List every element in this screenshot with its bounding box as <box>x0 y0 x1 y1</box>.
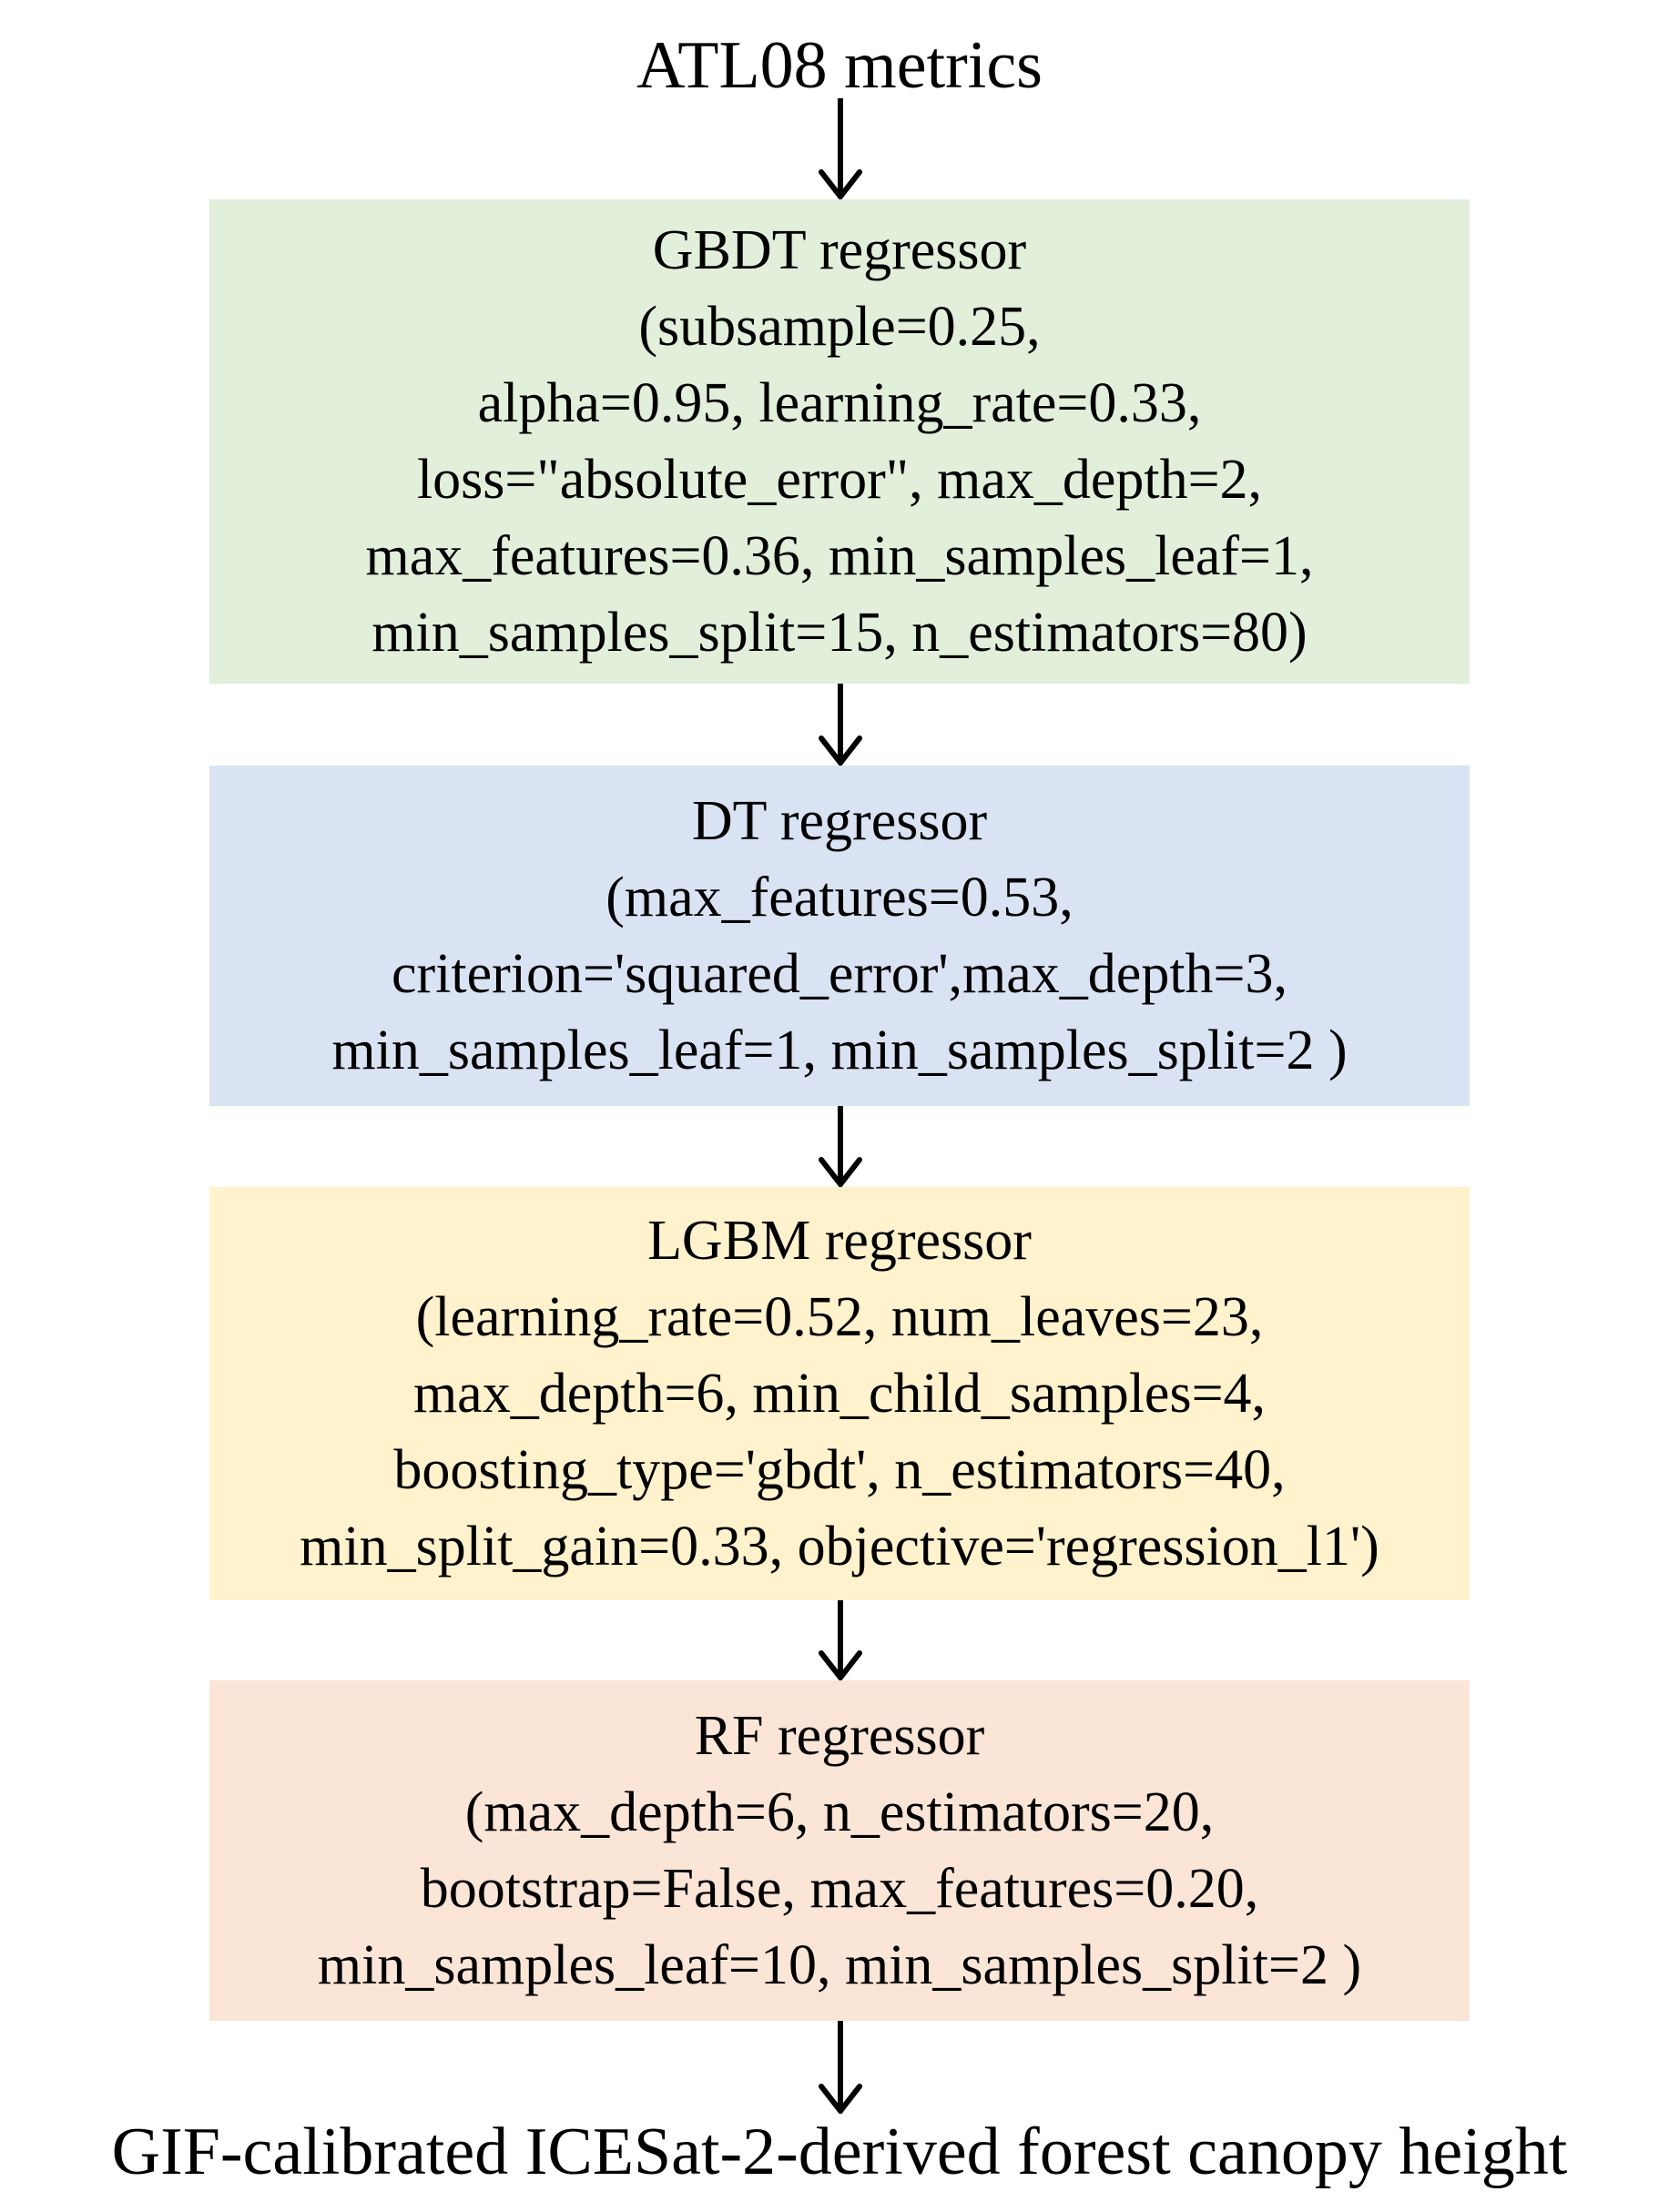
param-line: alpha=0.95, learning_rate=0.33, <box>477 372 1202 434</box>
box-title: DT regressor <box>691 790 988 852</box>
param-line: boosting_type='gbdt', n_estimators=40, <box>393 1439 1286 1501</box>
param-line: min_samples_leaf=1, min_samples_split=2 ) <box>331 1020 1348 1081</box>
param-line: bootstrap=False, max_features=0.20, <box>420 1858 1259 1920</box>
param-line: (max_depth=6, n_estimators=20, <box>464 1781 1215 1843</box>
output-label: GIF-calibrated ICESat-2-derived forest canopy height <box>111 2115 1568 2189</box>
gbdt-regressor-box <box>209 199 1470 684</box>
param-line: (learning_rate=0.52, num_leaves=23, <box>415 1286 1264 1348</box>
arrow-down-icon <box>818 98 863 199</box>
param-line: (subsample=0.25, <box>638 296 1041 358</box>
param-line: min_split_gain=0.33, objective='regression_l1') <box>300 1516 1379 1578</box>
box-title: LGBM regressor <box>647 1210 1032 1272</box>
box-title: GBDT regressor <box>652 219 1027 281</box>
param-line: loss="absolute_error", max_depth=2, <box>416 449 1263 511</box>
dt-regressor-box <box>209 766 1470 1106</box>
param-line: criterion='squared_error',max_depth=3, <box>391 943 1288 1005</box>
arrow-down-icon <box>818 1106 863 1187</box>
arrow-down-icon <box>818 2021 863 2114</box>
param-line: min_samples_split=15, n_estimators=80) <box>371 602 1308 664</box>
arrow-down-icon <box>818 1600 863 1680</box>
param-line: (max_features=0.53, <box>605 867 1074 928</box>
param-line: max_depth=6, min_child_samples=4, <box>412 1363 1267 1425</box>
arrow-down-icon <box>818 684 863 766</box>
box-title: RF regressor <box>694 1705 985 1767</box>
rf-regressor-box <box>209 1680 1470 2021</box>
param-line: min_samples_leaf=10, min_samples_split=2 ) <box>317 1934 1362 1996</box>
input-label: ATL08 metrics <box>636 28 1043 103</box>
param-line: max_features=0.36, min_samples_leaf=1, <box>365 525 1314 587</box>
lgbm-regressor-box <box>209 1187 1470 1600</box>
